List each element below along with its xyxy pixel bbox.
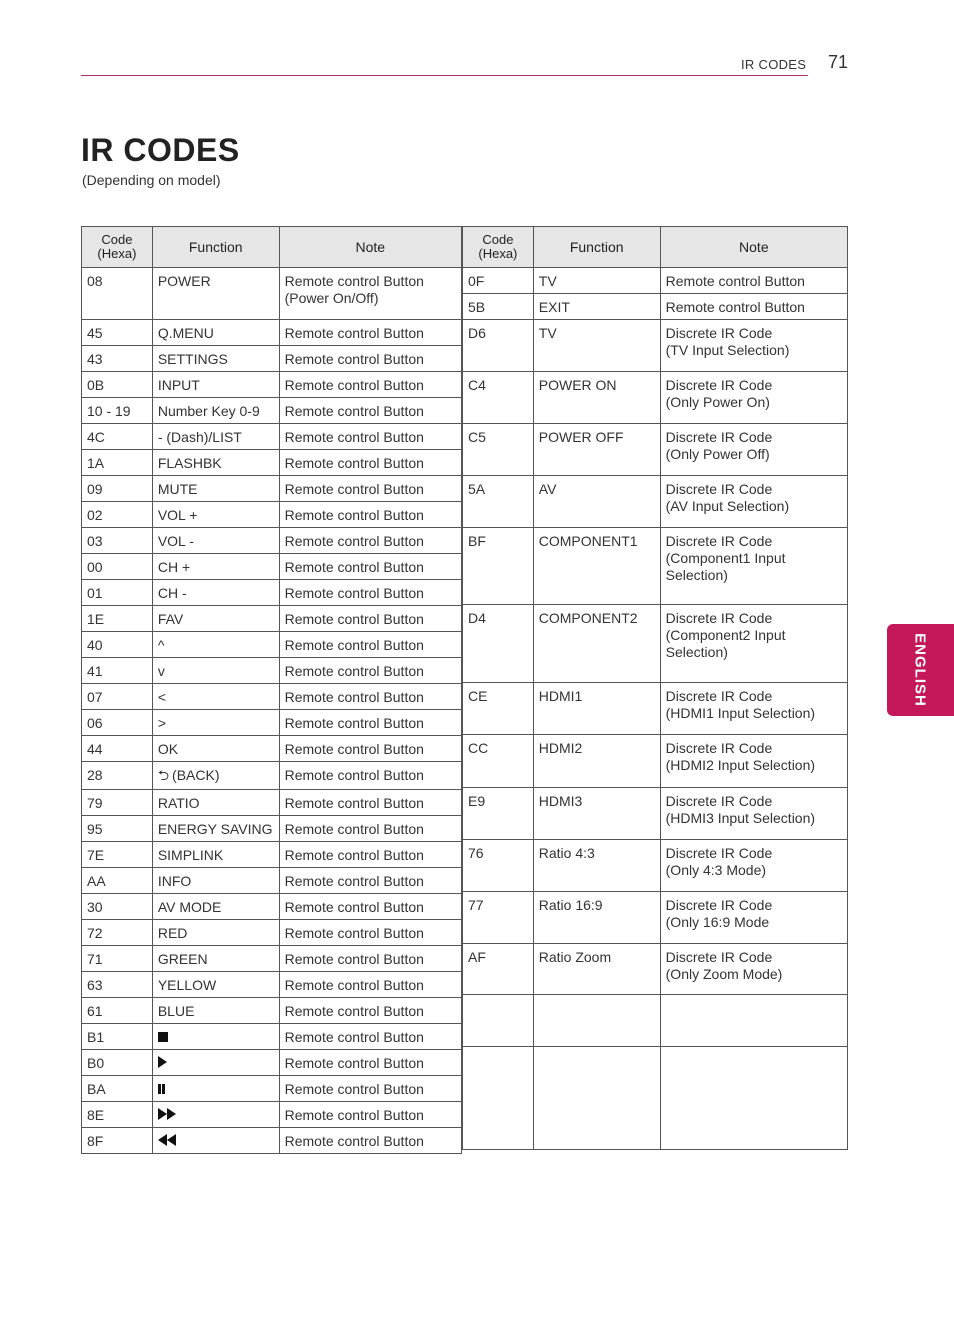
table-row <box>82 762 462 790</box>
cell-function <box>152 1024 279 1050</box>
cell-function: RATIO <box>152 790 279 816</box>
table-row <box>463 424 848 476</box>
table-row <box>463 1047 848 1150</box>
cell-function: RED <box>152 920 279 946</box>
cell-function: Number Key 0-9 <box>152 398 279 424</box>
table-row <box>82 736 462 762</box>
cell-function: FAV <box>152 606 279 632</box>
cell-note: Remote control Button <box>279 868 461 894</box>
cell-note: Remote control Button <box>660 268 847 294</box>
table-row <box>82 658 462 684</box>
cell-code: 43 <box>82 346 153 372</box>
cell-note: Discrete IR Code (Only Power Off) <box>660 424 847 476</box>
table-row <box>463 995 848 1047</box>
cell-note: Discrete IR Code (Only Power On) <box>660 372 847 424</box>
cell-code: 5B <box>463 294 534 320</box>
back-arrow-icon: ⮌ <box>157 767 170 783</box>
ir-codes-table-right <box>462 226 848 1150</box>
cell-code: 72 <box>82 920 153 946</box>
cell-code: D6 <box>463 320 534 372</box>
table-row <box>82 502 462 528</box>
cell-function: POWER <box>152 268 279 320</box>
cell-code <box>463 995 534 1047</box>
cell-note: Remote control Button <box>279 1024 461 1050</box>
cell-code: 0B <box>82 372 153 398</box>
cell-code: 0F <box>463 268 534 294</box>
cell-function: COMPONENT1 <box>533 528 660 605</box>
cell-function <box>152 1128 279 1154</box>
cell-note: Remote control Button <box>279 684 461 710</box>
table-row <box>82 710 462 736</box>
table-row <box>82 790 462 816</box>
cell-function: FLASHBK <box>152 450 279 476</box>
cell-note: Remote control Button <box>279 372 461 398</box>
cell-code: BF <box>463 528 534 605</box>
table-row <box>82 528 462 554</box>
column-header-code: Code (Hexa) <box>82 227 153 268</box>
cell-code: 07 <box>82 684 153 710</box>
pause-icon <box>158 1084 165 1094</box>
table-header-row <box>82 227 462 268</box>
cell-function: HDMI3 <box>533 788 660 840</box>
table-row <box>82 998 462 1024</box>
cell-note: Remote control Button <box>660 294 847 320</box>
page-number: 71 <box>828 52 849 72</box>
table-row <box>82 632 462 658</box>
cell-function: Ratio 16:9 <box>533 892 660 944</box>
cell-note: Remote control Button <box>279 424 461 450</box>
cell-code: 40 <box>82 632 153 658</box>
cell-code: 1A <box>82 450 153 476</box>
cell-note: Remote control Button <box>279 710 461 736</box>
table-row <box>82 946 462 972</box>
cell-function: TV <box>533 268 660 294</box>
cell-code: B1 <box>82 1024 153 1050</box>
cell-note: Remote control Button <box>279 790 461 816</box>
table-row <box>82 268 462 320</box>
table-row <box>82 1076 462 1102</box>
cell-function <box>152 762 279 790</box>
table-row <box>82 1128 462 1154</box>
table-row <box>82 972 462 998</box>
cell-function: INPUT <box>152 372 279 398</box>
cell-note: Remote control Button (Power On/Off) <box>279 268 461 320</box>
cell-code: 77 <box>463 892 534 944</box>
cell-function: TV <box>533 320 660 372</box>
cell-note: Discrete IR Code (Component1 Input Selection) <box>660 528 847 605</box>
cell-note: Discrete IR Code (AV Input Selection) <box>660 476 847 528</box>
cell-note: Remote control Button <box>279 894 461 920</box>
cell-function <box>533 1047 660 1150</box>
table-row <box>463 528 848 605</box>
table-row <box>463 892 848 944</box>
cell-note: Remote control Button <box>279 580 461 606</box>
cell-note: Discrete IR Code (Only 4:3 Mode) <box>660 840 847 892</box>
cell-code: BA <box>82 1076 153 1102</box>
cell-code: 1E <box>82 606 153 632</box>
table-row <box>82 816 462 842</box>
cell-function: POWER OFF <box>533 424 660 476</box>
table-row <box>82 372 462 398</box>
cell-note: Remote control Button <box>279 632 461 658</box>
cell-note: Remote control Button <box>279 528 461 554</box>
cell-code <box>463 1047 534 1150</box>
table-row <box>463 735 848 788</box>
cell-note: Remote control Button <box>279 398 461 424</box>
cell-code: 09 <box>82 476 153 502</box>
cell-note: Remote control Button <box>279 946 461 972</box>
cell-function: AV <box>533 476 660 528</box>
cell-function: HDMI2 <box>533 735 660 788</box>
cell-code: E9 <box>463 788 534 840</box>
table-row <box>82 920 462 946</box>
table-row <box>463 476 848 528</box>
cell-function: < <box>152 684 279 710</box>
cell-note: Discrete IR Code (TV Input Selection) <box>660 320 847 372</box>
cell-note: Discrete IR Code (Only Zoom Mode) <box>660 944 847 995</box>
header-divider <box>81 75 808 76</box>
table-row <box>82 346 462 372</box>
cell-code: 8F <box>82 1128 153 1154</box>
cell-code: 63 <box>82 972 153 998</box>
table-row <box>82 320 462 346</box>
cell-code: 03 <box>82 528 153 554</box>
cell-note: Remote control Button <box>279 1128 461 1154</box>
cell-note: Remote control Button <box>279 1076 461 1102</box>
table-row <box>82 868 462 894</box>
cell-function <box>152 1076 279 1102</box>
cell-note: Discrete IR Code (HDMI2 Input Selection) <box>660 735 847 788</box>
cell-code: 00 <box>82 554 153 580</box>
cell-code: 41 <box>82 658 153 684</box>
cell-note: Remote control Button <box>279 502 461 528</box>
cell-function: HDMI1 <box>533 683 660 735</box>
table-row <box>463 294 848 320</box>
table-row <box>463 944 848 995</box>
cell-function: EXIT <box>533 294 660 320</box>
ir-codes-table-left <box>81 226 462 1154</box>
function-label: (BACK) <box>172 767 220 783</box>
cell-note: Remote control Button <box>279 816 461 842</box>
table-row <box>82 842 462 868</box>
rewind-icon <box>158 1133 176 1150</box>
cell-code: AF <box>463 944 534 995</box>
table-row <box>463 840 848 892</box>
cell-note: Remote control Button <box>279 972 461 998</box>
cell-function: OK <box>152 736 279 762</box>
page-title: IR CODES <box>81 132 240 168</box>
cell-function: CH - <box>152 580 279 606</box>
cell-note: Discrete IR Code (HDMI3 Input Selection) <box>660 788 847 840</box>
cell-function: v <box>152 658 279 684</box>
cell-note <box>660 1047 847 1150</box>
cell-function: Q.MENU <box>152 320 279 346</box>
cell-code: 02 <box>82 502 153 528</box>
cell-note: Discrete IR Code (Component2 Input Selection) <box>660 605 847 683</box>
cell-note: Remote control Button <box>279 998 461 1024</box>
cell-function: ^ <box>152 632 279 658</box>
table-row <box>463 320 848 372</box>
cell-note: Remote control Button <box>279 842 461 868</box>
cell-function: AV MODE <box>152 894 279 920</box>
cell-note: Remote control Button <box>279 554 461 580</box>
cell-code: D4 <box>463 605 534 683</box>
cell-code: 7E <box>82 842 153 868</box>
table-row <box>82 450 462 476</box>
cell-note: Remote control Button <box>279 1050 461 1076</box>
table-row <box>463 683 848 735</box>
cell-function: BLUE <box>152 998 279 1024</box>
cell-function: CH + <box>152 554 279 580</box>
cell-code: 30 <box>82 894 153 920</box>
cell-code: 76 <box>463 840 534 892</box>
table-row <box>463 268 848 294</box>
table-header-row <box>463 227 848 268</box>
cell-function: Ratio 4:3 <box>533 840 660 892</box>
cell-code: CE <box>463 683 534 735</box>
column-header-note: Note <box>279 227 461 268</box>
cell-code: 79 <box>82 790 153 816</box>
table-row <box>82 554 462 580</box>
header-section-title: IR CODES <box>741 57 807 72</box>
table-row <box>82 1102 462 1128</box>
cell-code: CC <box>463 735 534 788</box>
cell-note: Remote control Button <box>279 450 461 476</box>
cell-note: Remote control Button <box>279 736 461 762</box>
cell-code: B0 <box>82 1050 153 1076</box>
page-subtitle: (Depending on model) <box>82 172 221 188</box>
column-header-code: Code (Hexa) <box>463 227 534 268</box>
table-row <box>463 605 848 683</box>
cell-note: Remote control Button <box>279 346 461 372</box>
column-header-function: Function <box>152 227 279 268</box>
cell-function: INFO <box>152 868 279 894</box>
cell-function: Ratio Zoom <box>533 944 660 995</box>
play-icon <box>158 1056 167 1068</box>
fast-forward-icon <box>158 1107 176 1124</box>
cell-code: 45 <box>82 320 153 346</box>
cell-note: Discrete IR Code (Only 16:9 Mode <box>660 892 847 944</box>
cell-note: Remote control Button <box>279 1102 461 1128</box>
cell-code: 8E <box>82 1102 153 1128</box>
table-row <box>463 788 848 840</box>
cell-note: Remote control Button <box>279 920 461 946</box>
cell-note: Remote control Button <box>279 320 461 346</box>
cell-function: SIMPLINK <box>152 842 279 868</box>
cell-code: AA <box>82 868 153 894</box>
cell-function: GREEN <box>152 946 279 972</box>
column-header-note: Note <box>660 227 847 268</box>
stop-icon <box>158 1032 168 1042</box>
cell-function: COMPONENT2 <box>533 605 660 683</box>
cell-function <box>152 1050 279 1076</box>
cell-function <box>533 995 660 1047</box>
cell-function: POWER ON <box>533 372 660 424</box>
table-row <box>82 580 462 606</box>
table-row <box>463 372 848 424</box>
cell-function <box>152 1102 279 1128</box>
table-row <box>82 1024 462 1050</box>
cell-code: 61 <box>82 998 153 1024</box>
cell-code: 5A <box>463 476 534 528</box>
cell-function: VOL + <box>152 502 279 528</box>
cell-function: SETTINGS <box>152 346 279 372</box>
cell-code: 44 <box>82 736 153 762</box>
cell-note: Remote control Button <box>279 606 461 632</box>
cell-note: Remote control Button <box>279 762 461 790</box>
cell-note: Remote control Button <box>279 658 461 684</box>
cell-code: 71 <box>82 946 153 972</box>
table-row <box>82 1050 462 1076</box>
cell-note: Discrete IR Code (HDMI1 Input Selection) <box>660 683 847 735</box>
cell-function: YELLOW <box>152 972 279 998</box>
table-row <box>82 398 462 424</box>
cell-code: 10 - 19 <box>82 398 153 424</box>
column-header-function: Function <box>533 227 660 268</box>
cell-code: 06 <box>82 710 153 736</box>
language-tab <box>887 624 954 716</box>
cell-code: 28 <box>82 762 153 790</box>
table-row <box>82 476 462 502</box>
cell-function: > <box>152 710 279 736</box>
cell-code: 95 <box>82 816 153 842</box>
table-row <box>82 684 462 710</box>
cell-note <box>660 995 847 1047</box>
cell-function: MUTE <box>152 476 279 502</box>
table-row <box>82 606 462 632</box>
language-tab-label: ENGLISH <box>911 633 929 707</box>
cell-code: C5 <box>463 424 534 476</box>
cell-note: Remote control Button <box>279 476 461 502</box>
table-row <box>82 424 462 450</box>
cell-code: C4 <box>463 372 534 424</box>
cell-function: ENERGY SAVING <box>152 816 279 842</box>
cell-code: 4C <box>82 424 153 450</box>
cell-code: 01 <box>82 580 153 606</box>
table-row <box>82 894 462 920</box>
cell-function: - (Dash)/LIST <box>152 424 279 450</box>
cell-function: VOL - <box>152 528 279 554</box>
cell-code: 08 <box>82 268 153 320</box>
